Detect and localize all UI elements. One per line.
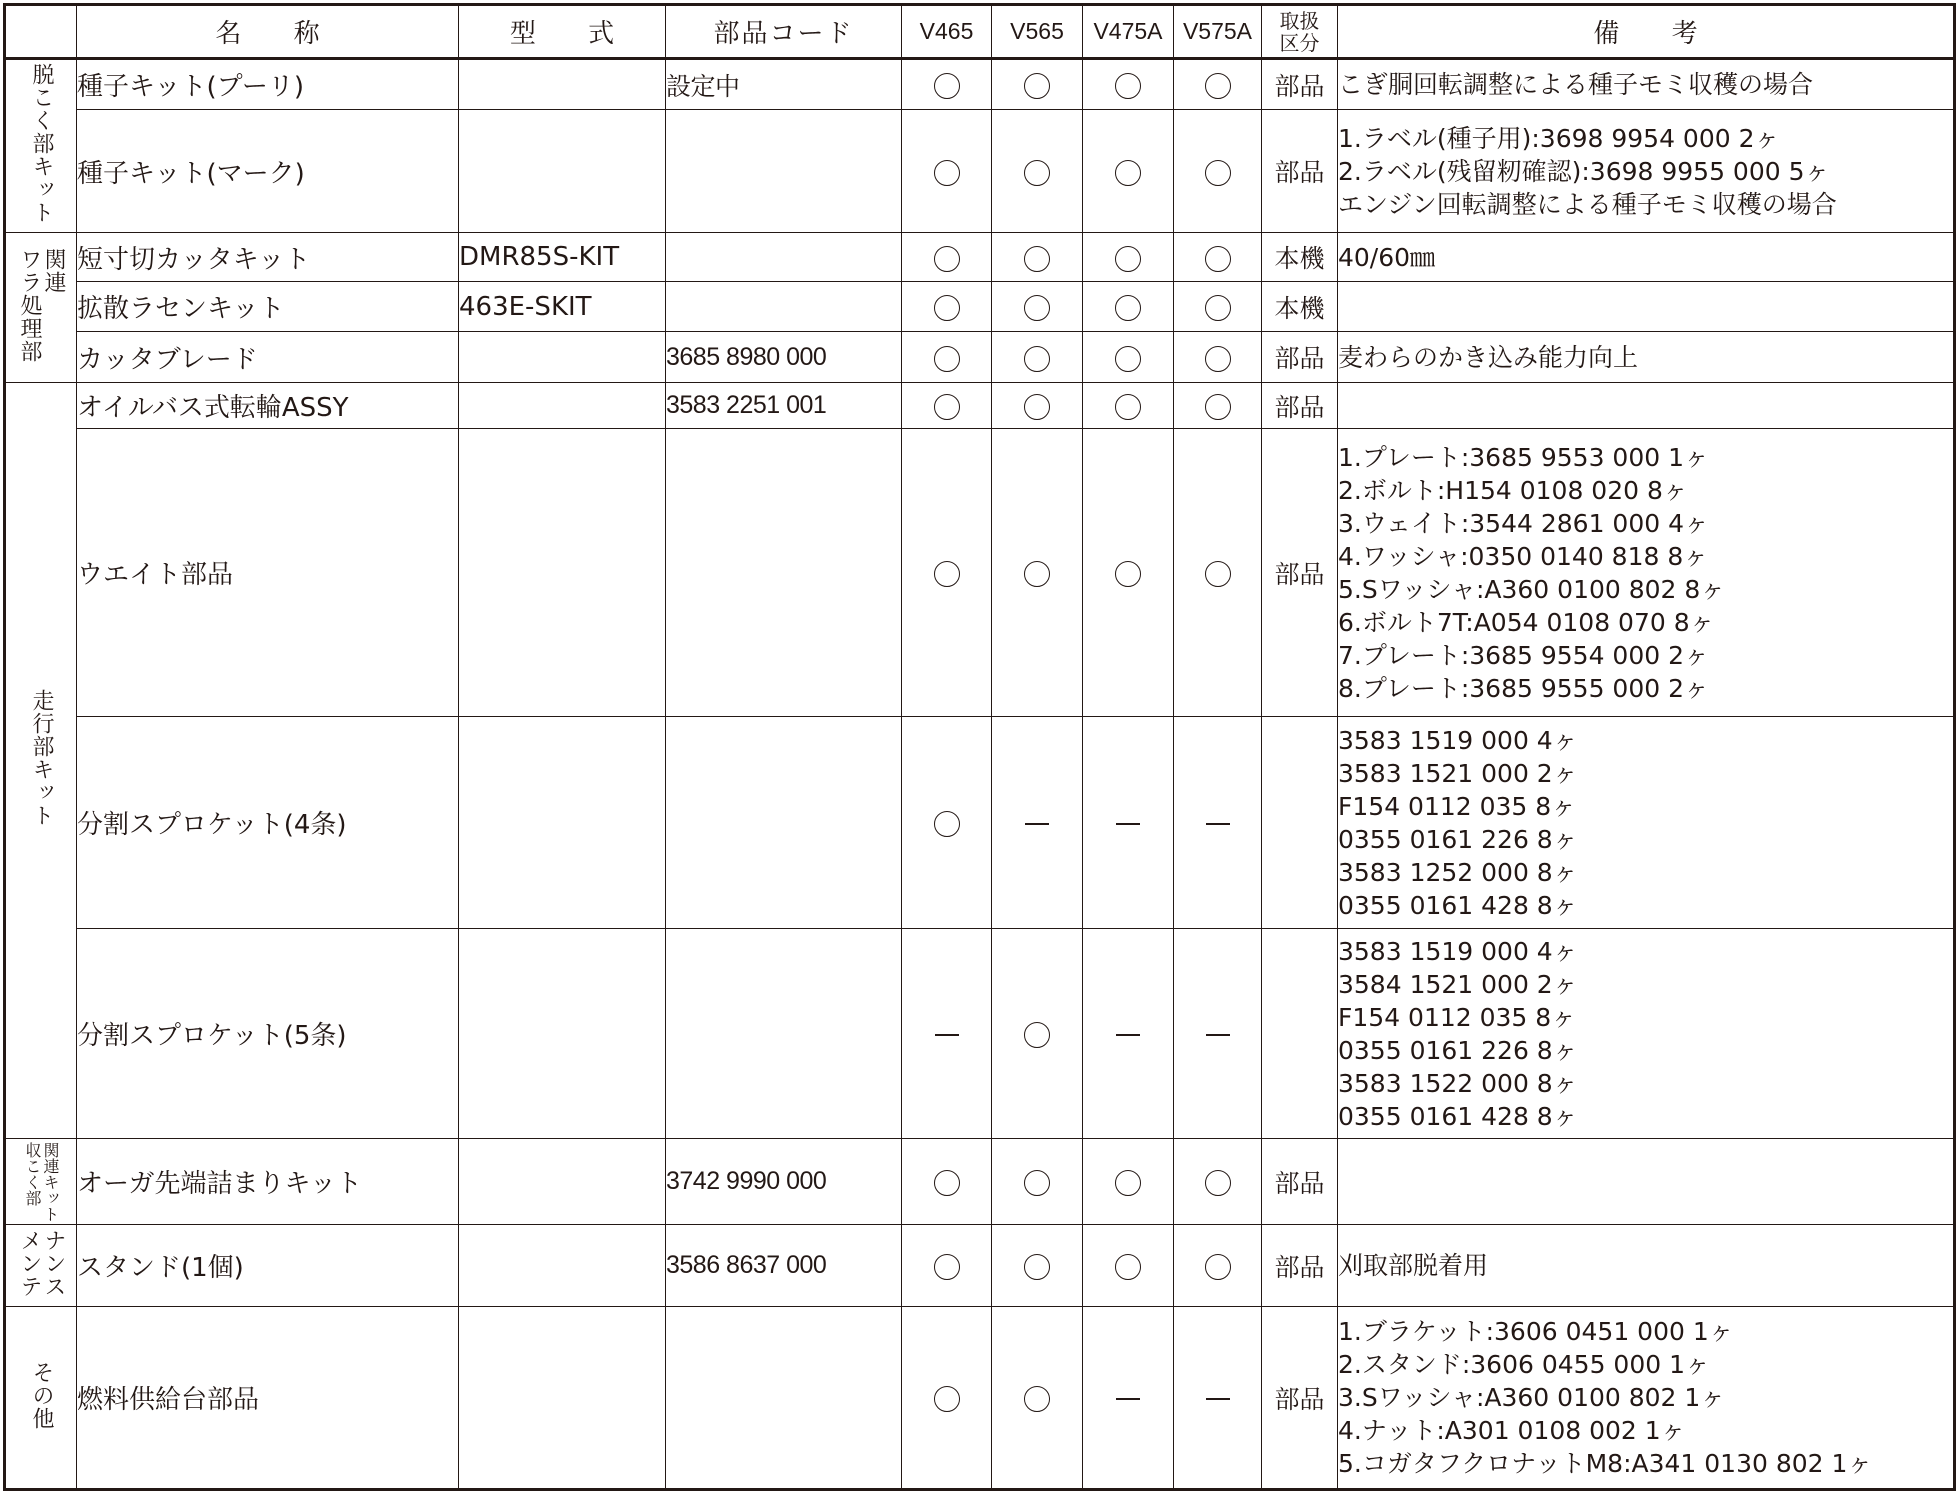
parts-table bbox=[3, 3, 1956, 1491]
available-circle-icon bbox=[1115, 1170, 1141, 1196]
available-circle-icon bbox=[1024, 295, 1050, 321]
note-line: 1.プレート:3685 9553 000 1ヶ bbox=[1338, 442, 1709, 472]
availability-v465 bbox=[902, 383, 992, 429]
available-circle-icon bbox=[934, 73, 960, 99]
availability-v565 bbox=[992, 1307, 1083, 1490]
availability-v575a bbox=[1174, 717, 1262, 929]
row-model: 463E-SKIT bbox=[459, 282, 666, 332]
availability-v475a bbox=[1083, 1225, 1174, 1307]
note-line: 0355 0161 428 8ヶ bbox=[1338, 1101, 1578, 1131]
note-line: 3.ウェイト:3544 2861 000 4ヶ bbox=[1338, 508, 1709, 538]
row-name: 種子キット(プーリ) bbox=[77, 59, 459, 110]
note-line: 0355 0161 428 8ヶ bbox=[1338, 890, 1578, 920]
available-circle-icon bbox=[934, 811, 960, 837]
available-circle-icon bbox=[934, 346, 960, 372]
available-circle-icon bbox=[1205, 73, 1231, 99]
row-kubun: 部品 bbox=[1262, 1225, 1338, 1307]
row-code bbox=[666, 929, 902, 1139]
table-row bbox=[5, 1225, 1955, 1307]
row-model bbox=[459, 110, 666, 233]
row-model bbox=[459, 929, 666, 1139]
table-row bbox=[5, 717, 1955, 929]
table-row bbox=[5, 383, 1955, 429]
header-v575a: V575A bbox=[1174, 5, 1262, 59]
availability-v475a bbox=[1083, 1139, 1174, 1225]
row-kubun: 本機 bbox=[1262, 282, 1338, 332]
note-line: 2.ラベル(残留籾確認):3698 9955 000 5ヶ bbox=[1338, 156, 1830, 186]
row-code bbox=[666, 233, 902, 282]
availability-v475a bbox=[1083, 1307, 1174, 1490]
header-kubun: 取扱 区分 bbox=[1262, 5, 1338, 59]
availability-v575a bbox=[1174, 429, 1262, 717]
unavailable-dash-icon bbox=[935, 1034, 959, 1036]
note-line: 1.ブラケット:3606 0451 000 1ヶ bbox=[1338, 1317, 1734, 1346]
row-name: カッタブレード bbox=[77, 332, 459, 383]
row-model bbox=[459, 59, 666, 110]
note-line: 2.スタンド:3606 0455 000 1ヶ bbox=[1338, 1350, 1710, 1379]
availability-v475a bbox=[1083, 429, 1174, 717]
availability-v575a bbox=[1174, 233, 1262, 282]
category-maintenance: メンテナンス bbox=[5, 1225, 77, 1307]
available-circle-icon bbox=[1024, 561, 1050, 587]
row-code: 3742 9990 000 bbox=[666, 1139, 902, 1225]
table-row bbox=[5, 282, 1955, 332]
row-code: 3685 8980 000 bbox=[666, 332, 902, 383]
row-kubun bbox=[1262, 717, 1338, 929]
row-note bbox=[1338, 1225, 1955, 1307]
row-kubun: 部品 bbox=[1262, 383, 1338, 429]
available-circle-icon bbox=[934, 1170, 960, 1196]
availability-v465 bbox=[902, 717, 992, 929]
availability-v465 bbox=[902, 59, 992, 110]
header-v465: V465 bbox=[902, 5, 992, 59]
available-circle-icon bbox=[934, 394, 960, 420]
note-line: 3583 1519 000 4ヶ bbox=[1338, 936, 1578, 966]
row-code bbox=[666, 717, 902, 929]
row-kubun: 部品 bbox=[1262, 1139, 1338, 1225]
note-line: 4.ナット:A301 0108 002 1ヶ bbox=[1338, 1416, 1686, 1445]
note-line: 0355 0161 226 8ヶ bbox=[1338, 824, 1578, 854]
available-circle-icon bbox=[934, 246, 960, 272]
availability-v465 bbox=[902, 929, 992, 1139]
availability-v465 bbox=[902, 1225, 992, 1307]
table-row bbox=[5, 110, 1955, 233]
available-circle-icon bbox=[1205, 160, 1231, 186]
row-code: 3586 8637 000 bbox=[666, 1225, 902, 1307]
available-circle-icon bbox=[934, 295, 960, 321]
header-code: 部品コード bbox=[666, 5, 902, 59]
note-line: 5.Sワッシャ:A360 0100 802 8ヶ bbox=[1338, 574, 1726, 604]
note-line: F154 0112 035 8ヶ bbox=[1338, 1002, 1577, 1032]
available-circle-icon bbox=[1115, 73, 1141, 99]
availability-v565 bbox=[992, 59, 1083, 110]
note-line: 6.ボルト7T:A054 0108 070 8ヶ bbox=[1338, 607, 1715, 637]
availability-v465 bbox=[902, 110, 992, 233]
available-circle-icon bbox=[1024, 246, 1050, 272]
availability-v465 bbox=[902, 1307, 992, 1490]
row-name: スタンド(1個) bbox=[77, 1225, 459, 1307]
availability-v565 bbox=[992, 282, 1083, 332]
row-note bbox=[1338, 282, 1955, 332]
availability-v575a bbox=[1174, 929, 1262, 1139]
available-circle-icon bbox=[934, 1386, 960, 1412]
availability-v575a bbox=[1174, 1307, 1262, 1490]
available-circle-icon bbox=[1205, 246, 1231, 272]
note-line: 3583 1252 000 8ヶ bbox=[1338, 857, 1578, 887]
available-circle-icon bbox=[1024, 1386, 1050, 1412]
availability-v565 bbox=[992, 383, 1083, 429]
availability-v575a bbox=[1174, 1225, 1262, 1307]
availability-v565 bbox=[992, 429, 1083, 717]
availability-v465 bbox=[902, 332, 992, 383]
availability-v475a bbox=[1083, 110, 1174, 233]
available-circle-icon bbox=[1205, 346, 1231, 372]
availability-v575a bbox=[1174, 282, 1262, 332]
table-row bbox=[5, 1139, 1955, 1225]
row-name: 分割スプロケット(5条) bbox=[77, 929, 459, 1139]
unavailable-dash-icon bbox=[1206, 1034, 1230, 1036]
unavailable-dash-icon bbox=[1025, 823, 1049, 825]
availability-v565 bbox=[992, 1139, 1083, 1225]
row-model bbox=[459, 332, 666, 383]
row-note bbox=[1338, 429, 1955, 717]
available-circle-icon bbox=[1115, 160, 1141, 186]
availability-v565 bbox=[992, 110, 1083, 233]
available-circle-icon bbox=[1024, 394, 1050, 420]
row-kubun: 部品 bbox=[1262, 110, 1338, 233]
row-model bbox=[459, 383, 666, 429]
availability-v465 bbox=[902, 1139, 992, 1225]
row-model bbox=[459, 429, 666, 717]
availability-v475a bbox=[1083, 383, 1174, 429]
availability-v475a bbox=[1083, 59, 1174, 110]
row-code: 3583 2251 001 bbox=[666, 383, 902, 429]
row-model bbox=[459, 1307, 666, 1490]
unavailable-dash-icon bbox=[1206, 1398, 1230, 1400]
unavailable-dash-icon bbox=[1116, 1398, 1140, 1400]
availability-v475a bbox=[1083, 233, 1174, 282]
available-circle-icon bbox=[1024, 346, 1050, 372]
note-line: 40/60㎜ bbox=[1338, 242, 1436, 272]
row-name: 燃料供給台部品 bbox=[77, 1307, 459, 1490]
parts-table-container bbox=[3, 3, 1953, 1488]
row-name: ウエイト部品 bbox=[77, 429, 459, 717]
category-shuukoku: 収こく部関連キット bbox=[5, 1139, 77, 1225]
note-line: 7.プレート:3685 9554 000 2ヶ bbox=[1338, 640, 1709, 670]
note-line: 3583 1519 000 4ヶ bbox=[1338, 725, 1578, 755]
note-line: 5.コガタフクロナットM8:A341 0130 802 1ヶ bbox=[1338, 1449, 1873, 1478]
availability-v565 bbox=[992, 717, 1083, 929]
available-circle-icon bbox=[934, 1254, 960, 1280]
available-circle-icon bbox=[1205, 394, 1231, 420]
table-row bbox=[5, 59, 1955, 110]
row-code bbox=[666, 1307, 902, 1490]
category-other: その他 bbox=[5, 1307, 77, 1490]
row-code bbox=[666, 110, 902, 233]
note-line: F154 0112 035 8ヶ bbox=[1338, 791, 1577, 821]
availability-v475a bbox=[1083, 717, 1174, 929]
table-row bbox=[5, 332, 1955, 383]
availability-v565 bbox=[992, 332, 1083, 383]
available-circle-icon bbox=[1024, 160, 1050, 186]
row-name: オイルバス式転輪ASSY bbox=[77, 383, 459, 429]
note-line: 8.プレート:3685 9555 000 2ヶ bbox=[1338, 673, 1709, 703]
available-circle-icon bbox=[1115, 394, 1141, 420]
availability-v575a bbox=[1174, 383, 1262, 429]
row-name: 短寸切カッタキット bbox=[77, 233, 459, 282]
row-kubun: 部品 bbox=[1262, 332, 1338, 383]
available-circle-icon bbox=[1024, 73, 1050, 99]
row-note bbox=[1338, 383, 1955, 429]
row-code bbox=[666, 282, 902, 332]
available-circle-icon bbox=[1115, 346, 1141, 372]
available-circle-icon bbox=[1205, 295, 1231, 321]
availability-v465 bbox=[902, 233, 992, 282]
available-circle-icon bbox=[1024, 1170, 1050, 1196]
row-code: 設定中 bbox=[666, 59, 902, 110]
row-note bbox=[1338, 59, 1955, 110]
note-line: 1.ラベル(種子用):3698 9954 000 2ヶ bbox=[1338, 123, 1780, 153]
row-model bbox=[459, 717, 666, 929]
note-line: 4.ワッシャ:0350 0140 818 8ヶ bbox=[1338, 541, 1709, 571]
header-v475a: V475A bbox=[1083, 5, 1174, 59]
row-note bbox=[1338, 929, 1955, 1139]
row-note bbox=[1338, 1139, 1955, 1225]
availability-v475a bbox=[1083, 332, 1174, 383]
table-row bbox=[5, 233, 1955, 282]
table-row bbox=[5, 429, 1955, 717]
note-line: こぎ胴回転調整による種子モミ収穫の場合 bbox=[1338, 70, 1814, 99]
category-wara: ワラ処理部関連 bbox=[5, 233, 77, 383]
header-note: 備 考 bbox=[1338, 5, 1955, 59]
header-model: 型 式 bbox=[459, 5, 666, 59]
available-circle-icon bbox=[1024, 1022, 1050, 1048]
availability-v575a bbox=[1174, 59, 1262, 110]
row-note bbox=[1338, 1307, 1955, 1490]
row-kubun: 部品 bbox=[1262, 1307, 1338, 1490]
table-row bbox=[5, 1307, 1955, 1490]
category-dakkoku: 脱こく部キット bbox=[5, 59, 77, 233]
row-note bbox=[1338, 332, 1955, 383]
note-line: 3583 1522 000 8ヶ bbox=[1338, 1068, 1578, 1098]
row-model bbox=[459, 1139, 666, 1225]
row-name: 分割スプロケット(4条) bbox=[77, 717, 459, 929]
available-circle-icon bbox=[934, 160, 960, 186]
note-line: 3583 1521 000 2ヶ bbox=[1338, 758, 1578, 788]
availability-v465 bbox=[902, 429, 992, 717]
header-category bbox=[5, 5, 77, 59]
available-circle-icon bbox=[1024, 1254, 1050, 1280]
availability-v575a bbox=[1174, 110, 1262, 233]
note-line: エンジン回転調整による種子モミ収穫の場合 bbox=[1338, 189, 1837, 219]
note-line: 刈取部脱着用 bbox=[1338, 1251, 1489, 1280]
availability-v475a bbox=[1083, 282, 1174, 332]
available-circle-icon bbox=[1115, 561, 1141, 587]
row-kubun: 本機 bbox=[1262, 233, 1338, 282]
availability-v565 bbox=[992, 1225, 1083, 1307]
unavailable-dash-icon bbox=[1206, 823, 1230, 825]
row-note bbox=[1338, 233, 1955, 282]
row-kubun: 部品 bbox=[1262, 429, 1338, 717]
category-soukou: 走行部キット bbox=[5, 383, 77, 1139]
available-circle-icon bbox=[1115, 1254, 1141, 1280]
row-name: 種子キット(マーク) bbox=[77, 110, 459, 233]
availability-v565 bbox=[992, 929, 1083, 1139]
note-line: 麦わらのかき込み能力向上 bbox=[1338, 342, 1639, 372]
note-line: 0355 0161 226 8ヶ bbox=[1338, 1035, 1578, 1065]
unavailable-dash-icon bbox=[1116, 1034, 1140, 1036]
row-code bbox=[666, 429, 902, 717]
available-circle-icon bbox=[934, 561, 960, 587]
table-row bbox=[5, 929, 1955, 1139]
available-circle-icon bbox=[1205, 561, 1231, 587]
availability-v475a bbox=[1083, 929, 1174, 1139]
available-circle-icon bbox=[1205, 1254, 1231, 1280]
available-circle-icon bbox=[1115, 246, 1141, 272]
availability-v565 bbox=[992, 233, 1083, 282]
header-row bbox=[5, 5, 1955, 59]
row-model bbox=[459, 1225, 666, 1307]
note-line: 3.Sワッシャ:A360 0100 802 1ヶ bbox=[1338, 1383, 1726, 1412]
availability-v465 bbox=[902, 282, 992, 332]
row-note bbox=[1338, 110, 1955, 233]
availability-v575a bbox=[1174, 1139, 1262, 1225]
header-name: 名 称 bbox=[77, 5, 459, 59]
available-circle-icon bbox=[1115, 295, 1141, 321]
header-v565: V565 bbox=[992, 5, 1083, 59]
note-line: 2.ボルト:H154 0108 020 8ヶ bbox=[1338, 475, 1688, 505]
row-name: オーガ先端詰まりキット bbox=[77, 1139, 459, 1225]
row-kubun bbox=[1262, 929, 1338, 1139]
row-kubun: 部品 bbox=[1262, 59, 1338, 110]
row-name: 拡散ラセンキット bbox=[77, 282, 459, 332]
note-line: 3584 1521 000 2ヶ bbox=[1338, 969, 1578, 999]
available-circle-icon bbox=[1205, 1170, 1231, 1196]
row-model: DMR85S-KIT bbox=[459, 233, 666, 282]
availability-v575a bbox=[1174, 332, 1262, 383]
row-note bbox=[1338, 717, 1955, 929]
unavailable-dash-icon bbox=[1116, 823, 1140, 825]
